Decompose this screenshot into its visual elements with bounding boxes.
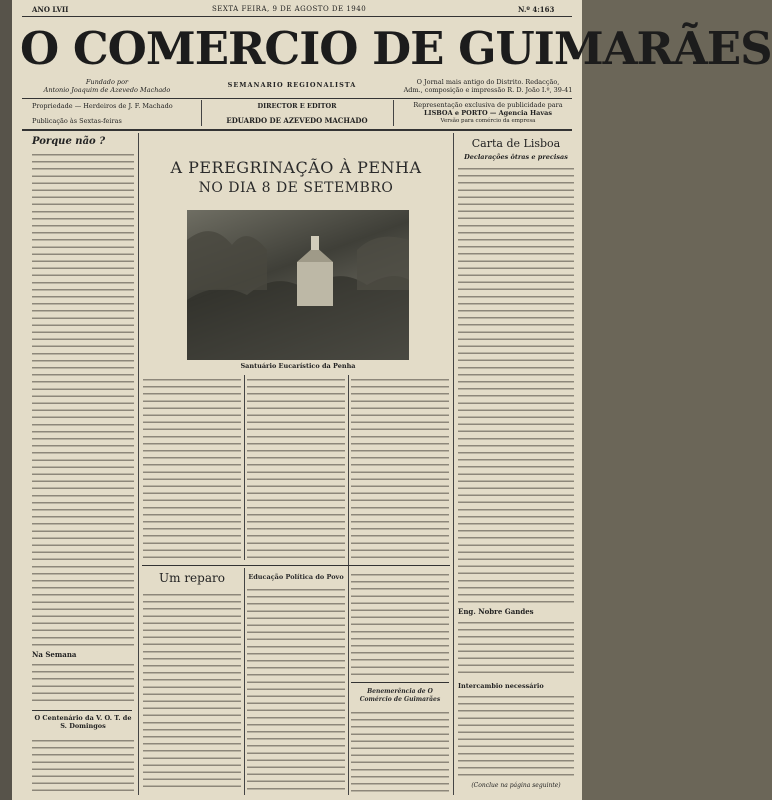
center-col-divider-1 xyxy=(244,375,245,560)
issue-date: SEXTA FEIRA, 9 DE AGOSTO DE 1940 xyxy=(212,5,367,13)
benemerencia-rule xyxy=(351,682,449,683)
issue-year: ANO LVII xyxy=(32,5,69,14)
peregrinacao-body-col-3 xyxy=(351,375,449,560)
right-heading-gandes: Eng. Nobre Gandes xyxy=(458,607,534,616)
left-heading-centenario: O Centenário da V. O. T. de S. Domingos xyxy=(34,714,132,730)
masthead-rule xyxy=(22,98,572,99)
right-heading-intercambio: Intercambio necessário xyxy=(458,682,544,690)
left-article-body xyxy=(32,150,134,650)
penha-sanctuary-photo xyxy=(187,210,409,360)
right-heading-carta: Carta de Lisboa xyxy=(471,137,561,150)
header-divider-1 xyxy=(201,100,202,126)
page-edge-strip xyxy=(0,0,12,800)
center-separator xyxy=(142,565,450,566)
main-headline-line-2: NO DIA 8 DE SETEMBRO xyxy=(198,180,394,196)
gandes-body xyxy=(458,618,574,678)
photo-caption: Santuário Eucarístico da Penha xyxy=(240,362,356,370)
cities-line: LISBOA e PORTO — Agencia Havas xyxy=(423,109,552,117)
peregrinacao-body-col-1 xyxy=(143,375,241,560)
reparo-body xyxy=(143,590,241,792)
oldest-line-2: Adm., composição e impressão R. D. João I.º, 39-41 xyxy=(403,86,573,94)
main-headline-line-1: A PEREGRINAÇÃO À PENHA xyxy=(170,158,422,177)
semana-body xyxy=(32,660,134,704)
director-name: EDUARDO DE AZEVEDO MACHADO xyxy=(226,116,368,125)
representation-note: Versão para comércio da empresa xyxy=(440,118,536,124)
left-heading-porque: Porque não ? xyxy=(32,136,106,147)
center-col-divider-2 xyxy=(348,375,349,795)
left-separator xyxy=(32,710,132,711)
top-rule xyxy=(22,16,572,17)
representation-line: Representação exclusiva de publicidade para xyxy=(413,101,563,109)
peregrinacao-body-col-2 xyxy=(247,375,345,560)
newspaper-page xyxy=(12,0,772,800)
carta-body xyxy=(458,164,574,604)
right-subheading: Declarações ôtras e precisas xyxy=(464,153,568,161)
benemerencia-heading: Benemerência de O Comércio de Guimarães xyxy=(359,688,441,703)
founded-label: Fundado por xyxy=(85,78,129,86)
center-col-divider-3 xyxy=(244,568,245,795)
column-divider-left xyxy=(138,133,139,795)
owner-line: Propriedade — Herdeiros de J. F. Machado xyxy=(32,102,173,110)
oldest-line-1: O Jornal mais antigo do Distrito. Redacção, xyxy=(416,78,560,86)
masthead-title: O COMERCIO DE GUIMARÃES xyxy=(20,22,772,75)
column-divider-right xyxy=(453,133,454,795)
publication-line: Publicação às Sextas-feiras xyxy=(32,117,122,125)
header-bottom-rule xyxy=(22,129,572,131)
previous-article-tail xyxy=(351,570,449,678)
reparo-heading: Um reparo xyxy=(159,571,225,585)
issue-number: N.º 4:163 xyxy=(518,5,555,14)
founder-name: Antonio Joaquim de Azevedo Machado xyxy=(43,86,171,94)
intercambio-body xyxy=(458,692,574,780)
weekly-label: SEMANARIO REGIONALISTA xyxy=(227,81,357,89)
left-heading-semana: Na Semana xyxy=(32,650,77,659)
header-divider-2 xyxy=(393,100,394,126)
educacao-body xyxy=(247,585,345,792)
director-label: DIRECTOR E EDITOR xyxy=(257,102,337,110)
benemerencia-body xyxy=(351,708,449,792)
educacao-heading: Educação Política do Povo xyxy=(248,573,344,581)
right-footer-note: (Conclue na página seguinte) xyxy=(471,782,561,789)
photo-illustration xyxy=(187,210,409,360)
centenario-body xyxy=(32,736,134,792)
